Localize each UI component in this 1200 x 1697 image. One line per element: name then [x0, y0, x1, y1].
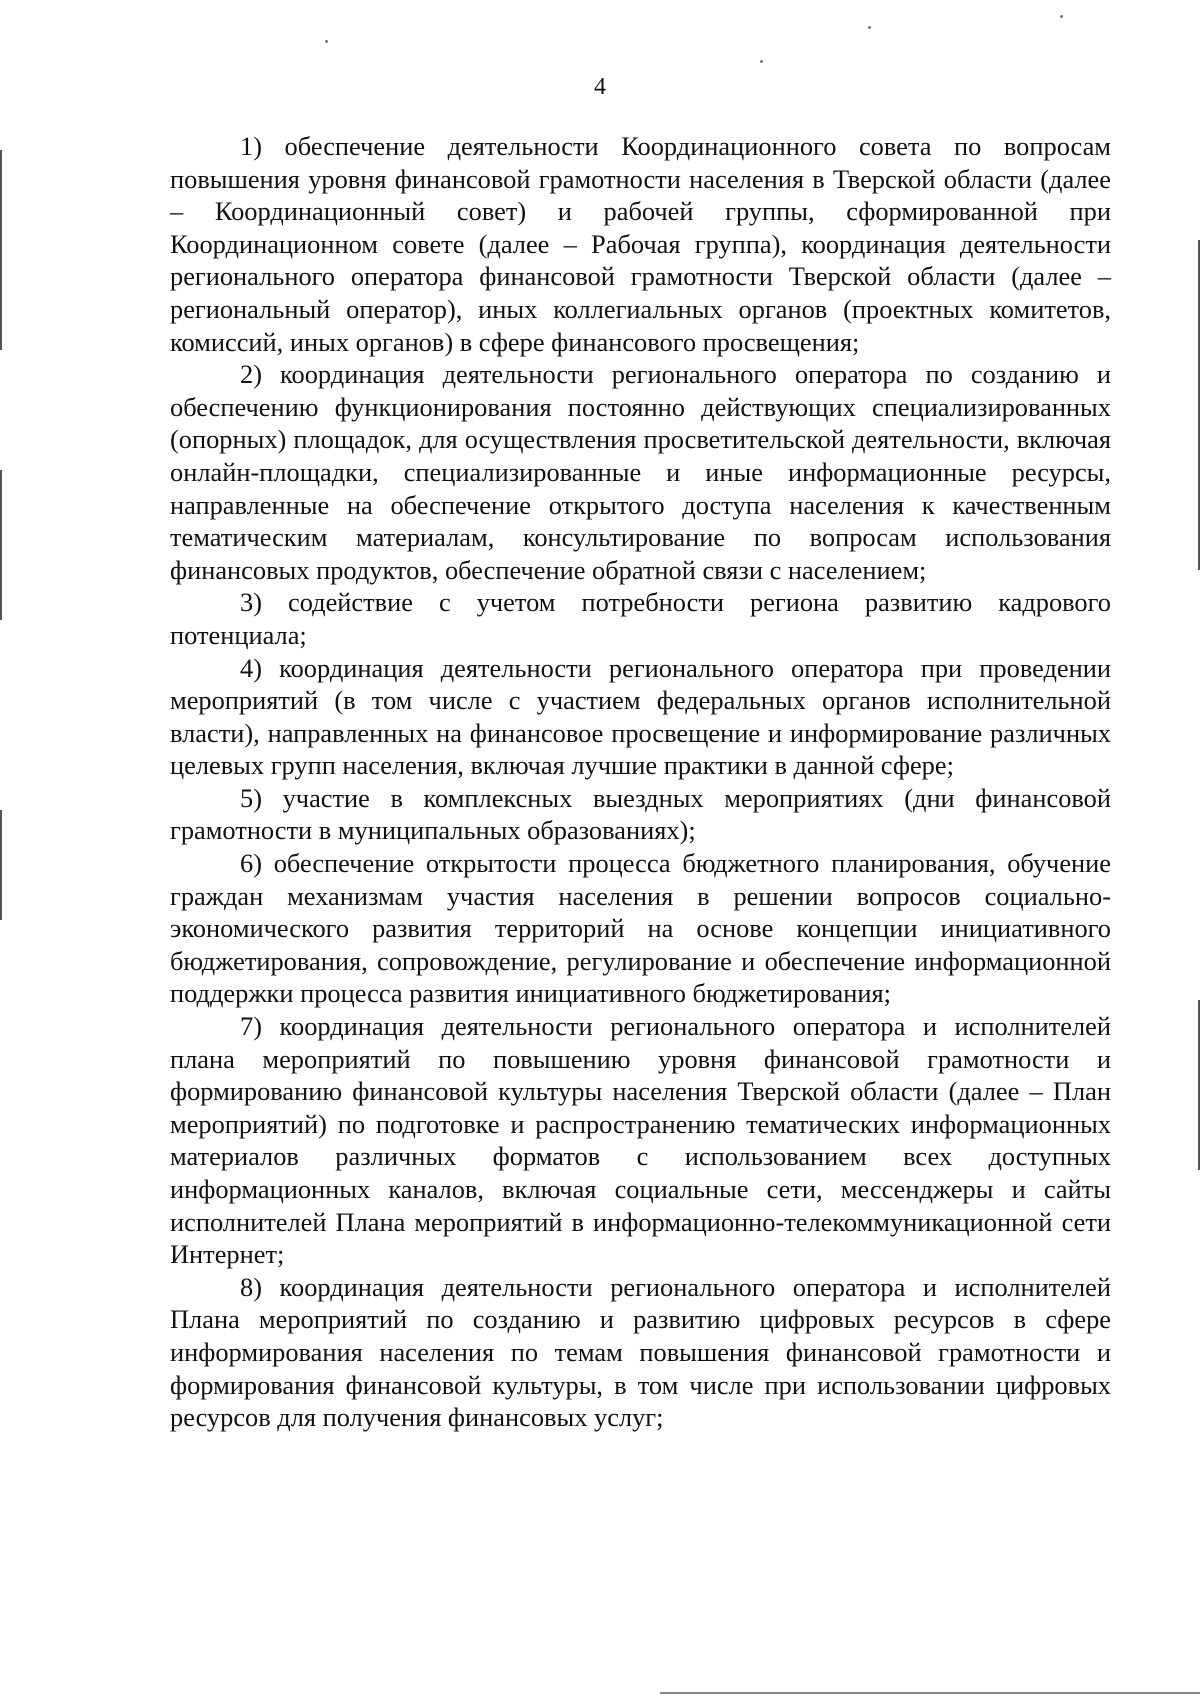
scan-speck — [868, 26, 871, 29]
paragraph-item-2: 2) координация деятельности регионального оператора по созданию и обеспечению функционирования постоянно действующих специализированных (опорных) площадок, для осуществления просветительской деятельности, включая онлайн-площадки, специализированные и иные информационные ресурсы, направленные на обеспечение открытого доступа населения к качественным тематическим материалам, консультирование по вопросам использования финансовых продуктов, обеспечение обратной связи с населением; — [170, 359, 1111, 585]
scan-edge-mark — [0, 810, 2, 920]
scan-speck — [1060, 15, 1063, 18]
paragraph-item-6: 6) обеспечение открытости процесса бюджетного планирования, обучение граждан механизмам участия населения в решении вопросов социально-экономического развития территорий на основе концепции инициативного бюджетирования, сопровождение, регулирование и обеспечение информационной поддержки процесса развития инициативного бюджетирования; — [170, 848, 1111, 1009]
paragraph-item-8: 8) координация деятельности регионального оператора и исполнителей Плана мероприятий по созданию и развитию цифровых ресурсов в сфере информирования населения по темам повышения финансовой грамотности и формирования финансовой культуры, в том числе при использовании цифровых ресурсов для получения финансовых услуг; — [170, 1271, 1111, 1433]
scan-edge-mark — [0, 150, 2, 350]
page-number: 4 — [594, 74, 606, 100]
paragraph-item-5: 5) участие в комплексных выездных мероприятиях (дни финансовой грамотности в муниципальных образованиях); — [170, 782, 1111, 846]
paragraph-item-3: 3) содействие с учетом потребности региона развитию кадрового потенциала; — [170, 587, 1111, 650]
scan-speck — [760, 60, 763, 63]
document-body — [170, 130, 1111, 1434]
scan-speck — [325, 40, 328, 43]
scan-edge-mark — [660, 1692, 1200, 1694]
paragraph-item-4: 4) координация деятельности регионального оператора при проведении мероприятий (в том числе с участием федеральных органов исполнительной власти), направленных на финансовое просвещение и информирование различных целевых групп населения, включая лучшие практики в данной сфере; — [170, 652, 1111, 781]
paragraph-item-7: 7) координация деятельности регионального оператора и исполнителей плана мероприятий по повышению уровня финансовой грамотности и формированию финансовой культуры населения Тверской области (далее – План мероприятий) по подготовке и распространению тематических информационных материалов различных форматов с использованием всех доступных информационных каналов, включая социальные сети, мессенджеры и сайты исполнителей Плана мероприятий в информационно-телекоммуникационной сети Интернет; — [170, 1011, 1111, 1270]
scan-edge-mark — [0, 470, 2, 620]
paragraph-item-1: 1) обеспечение деятельности Координационного совета по вопросам повышения уровня финансовой грамотности населения в Тверской области (далее – Координационный совет) и рабочей группы, сформированной при Координационном совете (далее – Рабочая группа), координация деятельности регионального оператора финансовой грамотности Тверской области (далее – региональный оператор), иных коллегиальных органов (проектных комитетов, комиссий, иных органов) в сфере финансового просвещения; — [170, 131, 1111, 357]
